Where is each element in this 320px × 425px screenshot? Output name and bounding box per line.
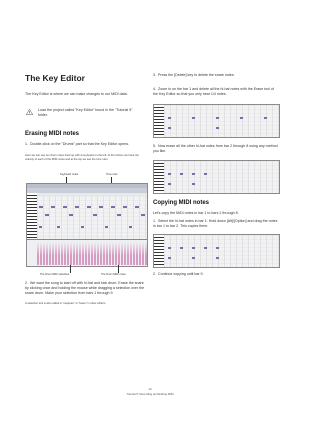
step-4: 4. Zoom in on the bar 1 and delete all the hi-hat notes with the Erase tool of the Key Editor so that you only hear 1/4 notes.	[153, 87, 274, 97]
step-1-detail: Here we can see our drum notes lined up with a keyboard on the left. At the bottom we have the velocity of each of the MIDI notes and at the top we see the time ruler.	[25, 154, 139, 161]
copy-intro: Let's copy the MIDI notes in bar 1 to bars 2 through 8.	[153, 211, 239, 215]
note-grid	[37, 196, 147, 239]
section-heading-erasing: Erasing MIDI notes	[25, 131, 80, 137]
callout-time-ruler: Time ruler	[106, 173, 118, 176]
step-1: 1. Double-click on the "Drums" part so that the Key Editor opens.	[25, 142, 130, 146]
warning-triangle-icon	[26, 109, 33, 115]
keyboard	[154, 235, 164, 267]
keyboard	[154, 105, 164, 137]
copy-editor-screenshot	[153, 234, 280, 268]
note-text: Load the project called "Key Editor" found in the "Tutorial 5" folder.	[38, 108, 133, 118]
intro-paragraph: The Key Editor is where we can make changes to our MIDI data.	[25, 92, 128, 96]
velocity-bars	[37, 242, 147, 265]
callout-velocities: The Drum MIDI velocities	[40, 273, 70, 276]
copy-step-2: 2. Continue copying until bar 9.	[153, 272, 204, 276]
erased-editor-screenshot	[153, 160, 280, 194]
note-grid	[164, 161, 279, 193]
section-heading-copying: Copying MIDI notes	[153, 200, 209, 206]
keyboard	[27, 193, 37, 239]
callout-drum-notes: The Drum MIDI notes	[101, 273, 126, 276]
step-2: 2. We want the song to start off with hi-hat and kick drum. Erase the snare by clicking once and holding the mouse while dragging a selection over the snare drum. Make your selection from bars 1 through 9.	[25, 281, 145, 296]
footer-chapter: Tutorial 5: Recording and Editing MIDI	[126, 392, 174, 396]
note-grid	[164, 235, 279, 267]
note-grid	[164, 105, 279, 137]
step-3: 3. Press the [Delete] key to delete the snare notes.	[153, 73, 235, 77]
page-number: 44	[148, 387, 152, 391]
callout-keyboard-notes: Keyboard notes	[60, 173, 79, 176]
velocity-lane	[27, 239, 147, 266]
zoomed-editor-screenshot	[153, 104, 280, 138]
keyboard	[154, 161, 164, 193]
step-2-detail: A selection tool is also called a "marquee" or "lasso" in other editors.	[25, 302, 107, 305]
key-editor-screenshot	[26, 183, 148, 267]
note-box	[25, 108, 145, 122]
page-title: The Key Editor	[25, 73, 85, 83]
copy-step-1: 1. Select the hi-hat notes in bar 1. Hold down [Alt]/[Option] and drag the notes in bar 1 to bar 2. This copies them.	[153, 219, 278, 229]
step-5: 5. Now erase all the other hi-hat notes from bar 2 through 8 using any method you like.	[153, 144, 278, 154]
